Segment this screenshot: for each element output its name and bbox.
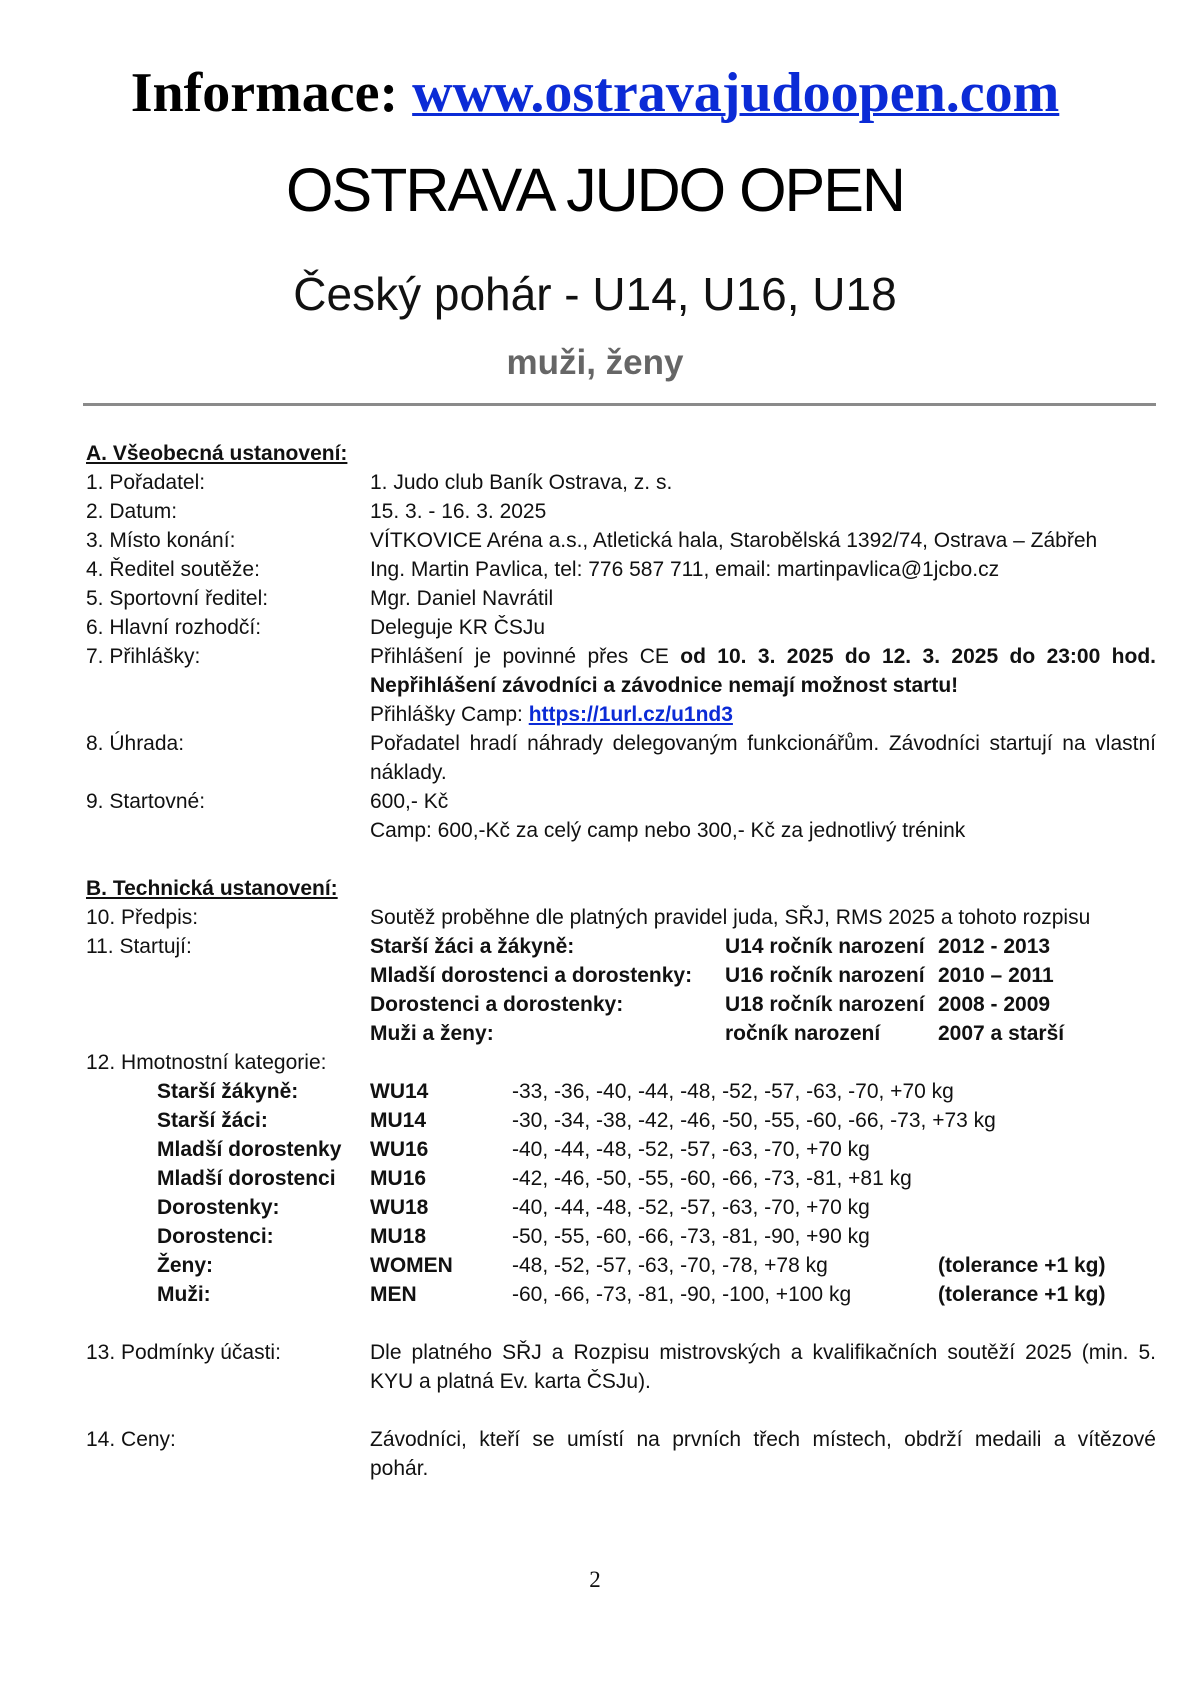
age-category: U14 ročník narození [725, 935, 925, 958]
item-label: 11. Startují: [86, 935, 192, 958]
item-value: Camp: 600,-Kč za celý camp nebo 300,- Kč za jednotlivý trénink [370, 819, 966, 842]
weight-group: Mladší dorostenci [157, 1167, 336, 1190]
section-b-heading: B. Technická ustanovení: [86, 877, 338, 900]
weight-group: Starší žáci: [157, 1109, 268, 1132]
item-prihlasky [0, 642, 1190, 671]
item-startovne [0, 787, 1190, 816]
weight-row [0, 1193, 1190, 1222]
item-value: Dle platného SŘJ a Rozpisu mistrovských a kvalifikačních soutěží 2025 (min. 5. [370, 1341, 1156, 1364]
item-label: 12. Hmotnostní kategorie: [86, 1051, 327, 1074]
weight-list: -40, -44, -48, -52, -57, -63, -70, +70 kg [512, 1138, 870, 1161]
startuji-row [0, 932, 1190, 961]
item-label: 5. Sportovní ředitel: [86, 587, 269, 610]
item-label: 8. Úhrada: [86, 732, 185, 755]
age-category: U16 ročník narození [725, 964, 925, 987]
age-group: Mladší dorostenci a dorostenky: [370, 964, 693, 987]
item-sportovni-reditel [0, 584, 1190, 613]
item-label: 10. Předpis: [86, 906, 199, 929]
item-podminky [0, 1338, 1190, 1367]
age-group: Muži a ženy: [370, 1022, 494, 1045]
weight-group: Mladší dorostenky [157, 1138, 342, 1161]
age-group: Starší žáci a žákyně: [370, 935, 575, 958]
item-prihlasky-line2 [0, 671, 1190, 700]
page-title: OSTRAVA JUDO OPEN [286, 156, 904, 224]
item-hmotnostni [0, 1048, 1190, 1077]
weight-row [0, 1222, 1190, 1251]
weight-row [0, 1164, 1190, 1193]
item-startovne-line2 [0, 816, 1190, 845]
registration-deadline: od 10. 3. 2025 do 12. 3. 2025 do 23:00 hod. [680, 645, 1156, 668]
weight-code: MEN [370, 1283, 417, 1306]
startuji-row [0, 1019, 1190, 1048]
item-prihlasky-line3 [0, 700, 1190, 729]
info-label: Informace: [130, 62, 399, 124]
birth-years: 2010 – 2011 [938, 964, 1054, 987]
weight-list: -33, -36, -40, -44, -48, -52, -57, -63, -70, +70 kg [512, 1080, 954, 1103]
item-label: 1. Pořadatel: [86, 471, 206, 494]
page-number: 2 [589, 1567, 601, 1592]
weight-list: -60, -66, -73, -81, -90, -100, +100 kg [512, 1283, 852, 1306]
item-datum [0, 497, 1190, 526]
weight-code: MU18 [370, 1225, 427, 1248]
birth-years: 2008 - 2009 [938, 993, 1051, 1016]
weight-group: Starší žákyně: [157, 1080, 299, 1103]
item-label: 7. Přihlášky: [86, 645, 201, 668]
item-value: Pořadatel hradí náhrady delegovaným funkcionářům. Závodníci startují na vlastní [370, 732, 1156, 755]
item-predpis [0, 903, 1190, 932]
item-poradatel [0, 468, 1190, 497]
startuji-row [0, 990, 1190, 1019]
item-value: Mgr. Daniel Navrátil [370, 587, 554, 610]
item-value: Deleguje KR ČSJu [370, 616, 546, 639]
item-value: náklady. [370, 761, 447, 784]
birth-years: 2012 - 2013 [938, 935, 1051, 958]
item-label: 4. Ředitel soutěže: [86, 558, 260, 581]
weight-list: -42, -46, -50, -55, -60, -66, -73, -81, +81 kg [512, 1167, 912, 1190]
weight-code: MU16 [370, 1167, 427, 1190]
item-label: 3. Místo konání: [86, 529, 236, 552]
item-label: 2. Datum: [86, 500, 178, 523]
item-uhrada [0, 729, 1190, 758]
item-podminky-line2 [0, 1367, 1190, 1396]
age-category: U18 ročník narození [725, 993, 925, 1016]
weight-code: WU14 [370, 1080, 429, 1103]
website-link[interactable]: www.ostravajudoopen.com [412, 62, 1060, 124]
registration-text: Přihlášení je povinné přes CE [370, 645, 669, 668]
weight-row [0, 1077, 1190, 1106]
weight-tolerance: (tolerance +1 kg) [938, 1283, 1106, 1306]
weight-list: -50, -55, -60, -66, -73, -81, -90, +90 kg [512, 1225, 870, 1248]
registration-warning: Nepřihlášení závodníci a závodnice nemají možnost startu! [370, 674, 959, 697]
camp-registration-label: Přihlášky Camp: [370, 703, 523, 726]
item-value [370, 642, 1156, 671]
item-label: 13. Podmínky účasti: [86, 1341, 281, 1364]
info-line [0, 58, 1190, 128]
weight-list: -48, -52, -57, -63, -70, -78, +78 kg [512, 1254, 828, 1277]
item-value: Ing. Martin Pavlica, tel: 776 587 711, email: martinpavlica@1jcbo.cz [370, 558, 1000, 581]
item-value: 1. Judo club Baník Ostrava, z. s. [370, 471, 673, 494]
item-ceny [0, 1425, 1190, 1454]
weight-code: WU18 [370, 1196, 429, 1219]
item-uhrada-line2 [0, 758, 1190, 787]
weight-group: Muži: [157, 1283, 211, 1306]
item-label: 9. Startovné: [86, 790, 206, 813]
weight-group: Dorostenci: [157, 1225, 274, 1248]
item-value: VÍTKOVICE Aréna a.s., Atletická hala, Starobělská 1392/74, Ostrava – Zábřeh [370, 529, 1098, 552]
weight-group: Dorostenky: [157, 1196, 280, 1219]
weight-list: -30, -34, -38, -42, -46, -50, -55, -60, -66, -73, +73 kg [512, 1109, 996, 1132]
weight-code: MU14 [370, 1109, 427, 1132]
weight-row [0, 1251, 1190, 1280]
weight-group: Ženy: [157, 1254, 214, 1277]
item-rozhodci [0, 613, 1190, 642]
item-value: 600,- Kč [370, 790, 449, 813]
weight-code: WOMEN [370, 1254, 453, 1277]
startuji-row [0, 961, 1190, 990]
age-group: Dorostenci a dorostenky: [370, 993, 624, 1016]
camp-registration-link[interactable]: https://1url.cz/u1nd3 [528, 703, 733, 726]
item-value: Závodníci, kteří se umístí na prvních třech místech, obdrží medaili a vítězové [370, 1428, 1156, 1451]
birth-years: 2007 a starší [938, 1022, 1065, 1045]
weight-list: -40, -44, -48, -52, -57, -63, -70, +70 kg [512, 1196, 870, 1219]
item-value: KYU a platná Ev. karta ČSJu). [370, 1370, 651, 1393]
item-label: 14. Ceny: [86, 1428, 176, 1451]
item-reditel [0, 555, 1190, 584]
age-category: ročník narození [725, 1022, 881, 1045]
item-ceny-line2 [0, 1454, 1190, 1483]
weight-row [0, 1135, 1190, 1164]
item-misto [0, 526, 1190, 555]
gender-categories: muži, ženy [506, 343, 684, 382]
item-label: 6. Hlavní rozhodčí: [86, 616, 262, 639]
horizontal-divider [83, 403, 1156, 406]
page-subtitle: Český pohár - U14, U16, U18 [293, 268, 897, 320]
weight-row [0, 1280, 1190, 1309]
weight-tolerance: (tolerance +1 kg) [938, 1254, 1106, 1277]
weight-code: WU16 [370, 1138, 429, 1161]
item-value: Soutěž proběhne dle platných pravidel juda, SŘJ, RMS 2025 a tohoto rozpisu [370, 906, 1091, 929]
section-a-heading: A. Všeobecná ustanovení: [86, 442, 348, 465]
item-value: pohár. [370, 1457, 429, 1480]
item-value: 15. 3. - 16. 3. 2025 [370, 500, 547, 523]
weight-row [0, 1106, 1190, 1135]
